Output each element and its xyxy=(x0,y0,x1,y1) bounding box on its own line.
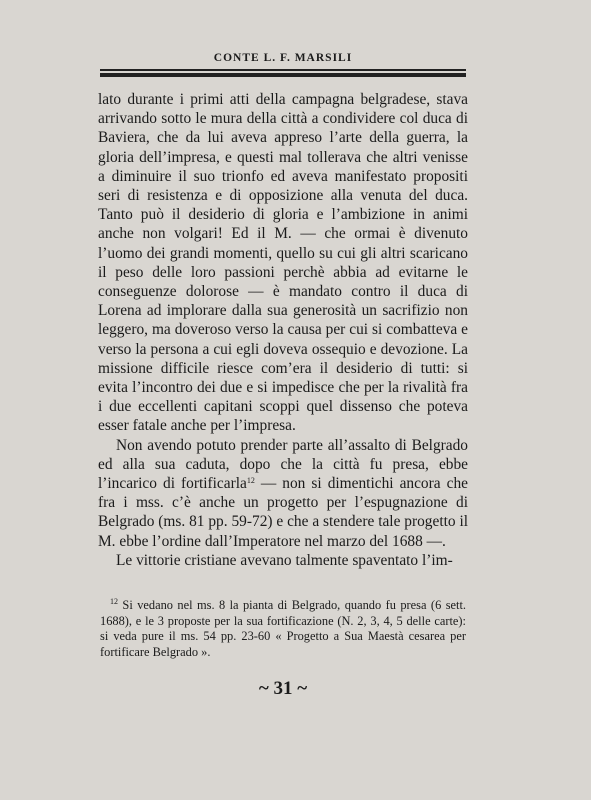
footnote xyxy=(100,598,466,660)
paragraph-2-text-a: Non avendo potuto prender parte all’assalto di Belgrado ed alla sua caduta, dopo che la città fu presa, ebbe l’incarico di fortificarla xyxy=(98,436,468,493)
header-rule xyxy=(100,69,466,78)
running-header: CONTE L. F. MARSILI xyxy=(213,52,353,64)
page-number: ~ 31 ~ xyxy=(258,678,308,699)
main-text xyxy=(98,90,468,570)
footnote-text: Si vedano nel ms. 8 la pianta di Belgrado, quando fu presa (6 sett. 1688), e le 3 proposte per la sua fortificazione (N. 2, 3, 4, 5 delle carte): si veda pure il ms. 54 pp. 23-60 « Progetto a Sua Maestà cesarea per fortificare Belgrado ». xyxy=(100,598,466,659)
header-rule-thick xyxy=(100,73,466,77)
header-rule-thin xyxy=(100,69,466,71)
paragraph-1 xyxy=(98,90,468,436)
footnote-marker: 12 xyxy=(110,597,118,606)
footnote-paragraph xyxy=(100,598,466,660)
footnote-reference: 12 xyxy=(246,476,255,486)
paragraph-2-text-b: — non si dimentichi ancora che fra i mss. c’è anche un progetto per l’espugnazione di Belgrado (ms. 81 pp. 59-72) e che a stendere tale progetto il M. ebbe l’ordine dall’Imperatore nel marzo del 1688 —. xyxy=(98,475,468,550)
paragraph-3: Le vittorie cristiane avevano talmente spaventato l’im- xyxy=(116,551,453,569)
paragraph-1-text: lato durante i primi atti della campagna belgradese, stava arrivando sotto le mura della città a condividere col duca di Baviera, che da lui aveva appreso l’arte della guerra, la gloria dell’impresa, e questi mal tollerava che altri venisse a diminuire il suo trionfo ed aveva manifestato propositi seri di resistenza e di opposizione alla venuta del duca. Tanto può il desiderio di gloria e l’ambizione in animi anche non volgari! Ed il M. — che ormai è divenuto l’uomo dei grandi momenti, quello su cui gli altri scaricano il peso delle loro passioni perchè abbia ad evitarne le conseguenze dolorose — è mandato contro il duca di Lorena ad implorare dalla sua generosità un sacrifizio non leggero, ma doveroso verso la causa per cui si combatteva e verso la persona a cui egli doveva ossequio e devozione. La missione difficile riesce com’era il desiderio di tutti: si evita l’incontro dei due e si impedisce che per la rivalità fra i due eccellenti capitani scoppi quel dissenso che poteva esser fatale anche per l’impresa. xyxy=(98,91,468,435)
paragraph-2 xyxy=(98,436,468,551)
